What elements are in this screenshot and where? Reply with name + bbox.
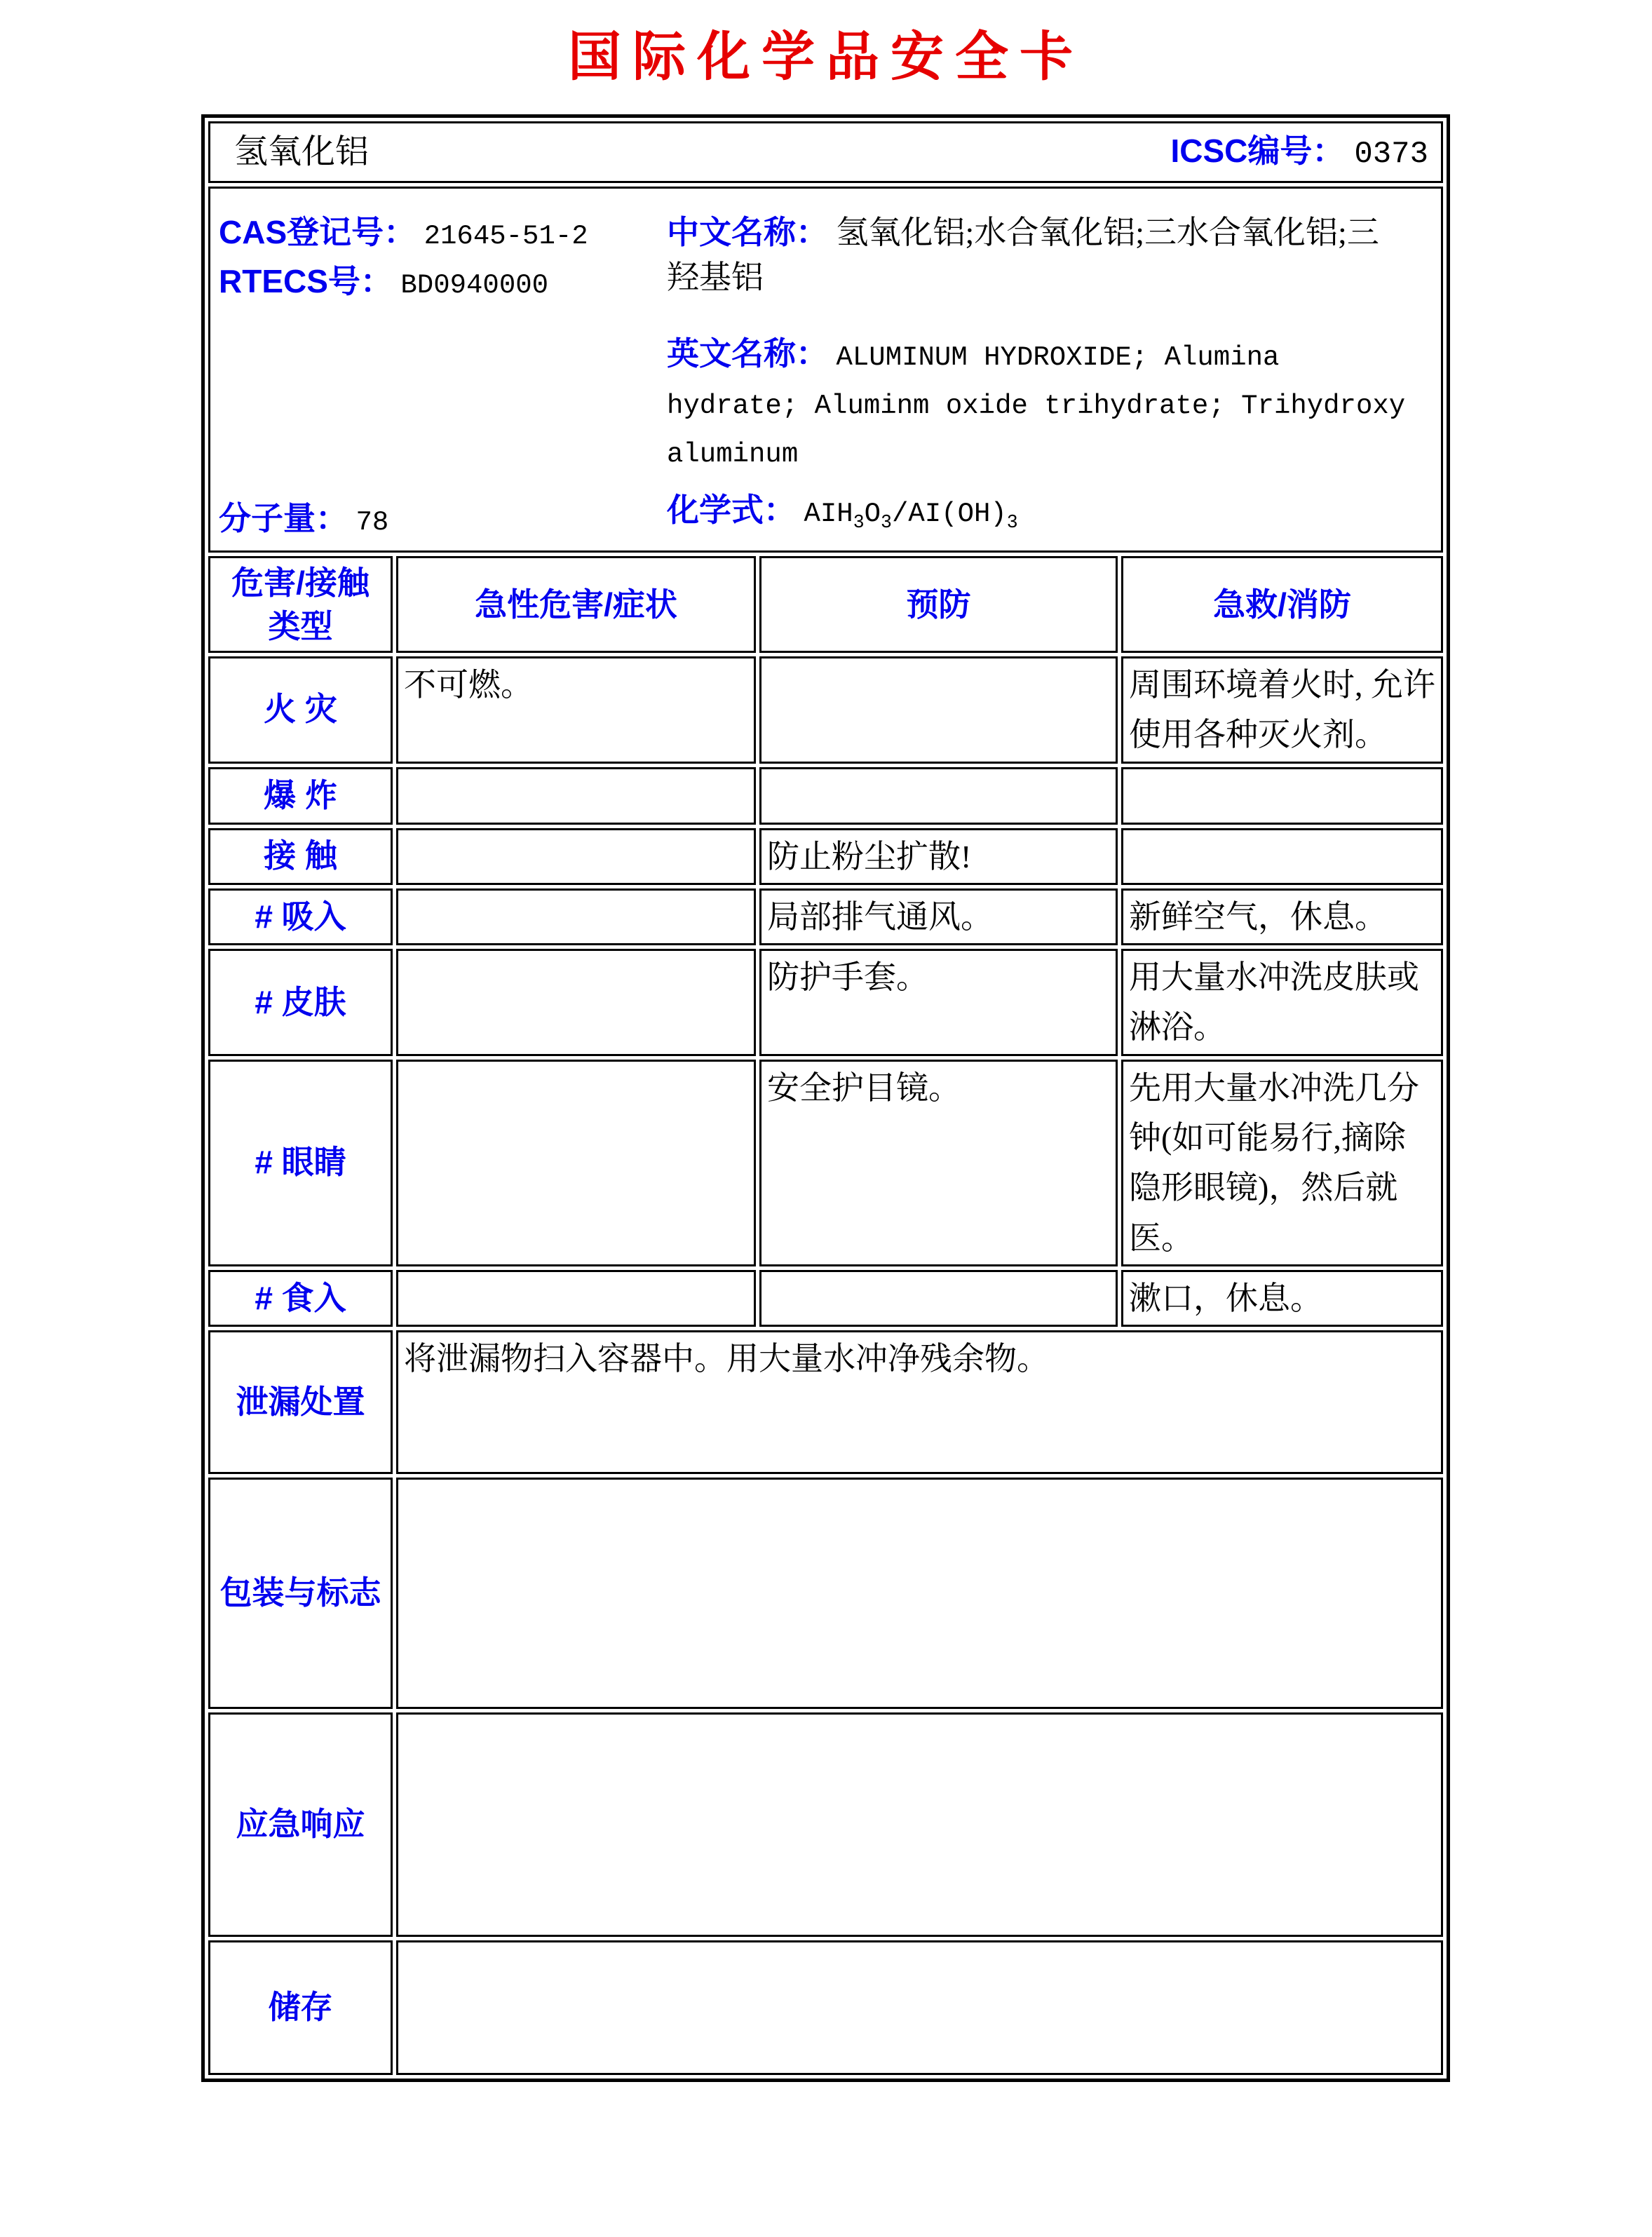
exposure-symptom-cell [396, 828, 756, 885]
page-title: 国际化学品安全卡 [568, 27, 1084, 87]
fire-prevention-cell [759, 656, 1118, 764]
table-row-storage [208, 1940, 1443, 2075]
molecular-weight-value: 78 [356, 507, 389, 538]
formula-label: 化学式： [667, 492, 796, 529]
table-row-skin [208, 949, 1443, 1056]
row-label: # 皮肤 [208, 949, 393, 1056]
skin-prevention-cell: 防护手套。 [759, 949, 1118, 1056]
explosion-first-aid-cell [1121, 767, 1443, 825]
ingestion-first-aid-cell: 漱口，休息。 [1121, 1270, 1443, 1327]
icsc-number-value: 0373 [1354, 136, 1428, 172]
cas-value: 21645-51-2 [424, 221, 588, 252]
row-label: # 吸入 [208, 888, 393, 945]
header-acute-symptoms: 急性危害/症状 [396, 556, 756, 653]
cas-label: CAS登记号： [219, 214, 417, 250]
row-label: # 眼睛 [208, 1060, 393, 1266]
english-name-label: 英文名称： [667, 335, 828, 372]
fire-first-aid-cell: 周围环境着火时, 允许使用各种灭火剂。 [1121, 656, 1443, 764]
chinese-name-line [667, 210, 1410, 300]
english-name-value: ALUMINUM HYDROXIDE; Alumina hydrate; Aluminm oxide trihydrate; Trihydroxy aluminum [667, 342, 1406, 470]
eyes-prevention-cell: 安全护目镜。 [759, 1060, 1118, 1266]
skin-symptom-cell [396, 949, 756, 1056]
icsc-number-group [1170, 126, 1435, 178]
chinese-name-value: 氢氧化铝;水合氧化铝;三水合氧化铝;三羟基铝 [667, 215, 1379, 295]
icsc-table [201, 114, 1450, 2082]
molecular-weight-label: 分子量： [219, 500, 348, 536]
ingestion-prevention-cell [759, 1270, 1118, 1327]
chinese-name-label: 中文名称： [667, 214, 828, 250]
title-row [208, 121, 1443, 183]
row-label: 储存 [208, 1940, 393, 2075]
names-column [667, 210, 1410, 549]
cas-line [219, 210, 667, 259]
table-row-ingestion [208, 1270, 1443, 1327]
ingestion-symptom-cell [396, 1270, 756, 1327]
identifiers-column [216, 210, 667, 549]
formula-value: $AIH_3O_3/AI(OH)_3$ [804, 499, 1018, 533]
explosion-prevention-cell [759, 767, 1118, 825]
explosion-symptom-cell [396, 767, 756, 825]
eyes-symptom-cell [396, 1060, 756, 1266]
row-label: 爆 炸 [208, 767, 393, 825]
english-name-line [667, 331, 1410, 477]
row-label: 包装与标志 [208, 1478, 393, 1709]
table-row-exposure [208, 828, 1443, 885]
spill-disposal-content: 将泄漏物扫入容器中。用大量水冲净残余物。 [396, 1330, 1443, 1474]
substance-name: 氢氧化铝 [234, 133, 370, 170]
table-row-explosion [208, 767, 1443, 825]
row-label: # 食入 [208, 1270, 393, 1327]
row-label: 应急响应 [208, 1712, 393, 1937]
rtecs-label: RTECS号： [219, 263, 393, 299]
fire-symptom-cell: 不可燃。 [396, 656, 756, 764]
packaging-labelling-content [396, 1478, 1443, 1709]
inhalation-prevention-cell: 局部排气通风。 [759, 888, 1118, 945]
identifiers-row [208, 187, 1443, 553]
storage-content [396, 1940, 1443, 2075]
emergency-response-content [396, 1712, 1443, 1937]
table-row-packaging-labelling [208, 1478, 1443, 1709]
row-label: 接 触 [208, 828, 393, 885]
row-label: 泄漏处置 [208, 1330, 393, 1474]
hazard-header-row [208, 556, 1443, 653]
table-row-spill-disposal [208, 1330, 1443, 1474]
safety-card [201, 114, 1450, 2082]
molecular-weight-line [219, 496, 667, 549]
row-label: 火 灾 [208, 656, 393, 764]
inhalation-symptom-cell [396, 888, 756, 945]
table-row-inhalation [208, 888, 1443, 945]
header-first-aid: 急救/消防 [1121, 556, 1443, 653]
icsc-number-label: ICSC编号： [1170, 132, 1345, 169]
header-prevention: 预防 [759, 556, 1118, 653]
rtecs-line [219, 259, 667, 308]
inhalation-first-aid-cell: 新鲜空气，休息。 [1121, 888, 1443, 945]
table-row-emergency-response [208, 1712, 1443, 1937]
exposure-prevention-cell: 防止粉尘扩散! [759, 828, 1118, 885]
eyes-first-aid-cell: 先用大量水冲洗几分钟(如可能易行,摘除隐形眼镜)，然后就医。 [1121, 1060, 1443, 1266]
header-hazard-type: 危害/接触类型 [208, 556, 393, 653]
rtecs-value: BD0940000 [400, 270, 549, 301]
exposure-first-aid-cell [1121, 828, 1443, 885]
table-row-fire [208, 656, 1443, 764]
formula-line [667, 487, 1410, 549]
table-row-eyes [208, 1060, 1443, 1266]
skin-first-aid-cell: 用大量水冲洗皮肤或淋浴。 [1121, 949, 1443, 1056]
